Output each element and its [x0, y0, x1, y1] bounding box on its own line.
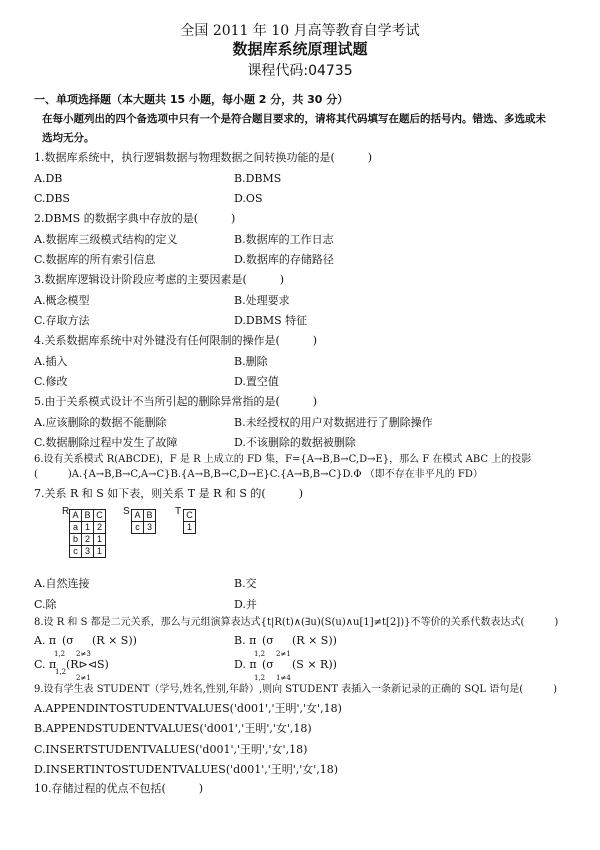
table-cell: 2 [94, 522, 106, 534]
option-d: D.并 [234, 598, 257, 611]
table-cell: C [94, 510, 106, 522]
join-expression: (R⊳⊲S) [66, 658, 109, 671]
relation-t-table [183, 509, 196, 534]
section-instructions-cont: 选均无分。 [42, 132, 95, 144]
option-d: D.数据库的存储路径 [234, 253, 334, 266]
section-title: 一、单项选择题（本大题共 15 小题，每小题 2 分，共 30 分） [34, 93, 349, 106]
option-b: B.删除 [234, 355, 268, 368]
option-c: C.INSERTSTUDENTVALUES('d001','王明','女',18) [34, 743, 308, 756]
pi-symbol: A. π [34, 634, 57, 647]
table-cell: 1 [94, 546, 106, 558]
option-d: D.置空值 [234, 375, 279, 388]
table-cell: 1 [94, 534, 106, 546]
question-stem: 5.由于关系模式设计不当所引起的删除异常指的是( ) [34, 395, 318, 408]
option-a: A.概念模型 [34, 294, 90, 307]
exam-title-line: 全国 2011 年 10 月高等教育自学考试 [180, 23, 420, 39]
relation-r-table [69, 509, 106, 558]
relation-s-table [131, 509, 156, 534]
sigma-condition: 1≠4 [276, 674, 291, 682]
option-b: B.处理要求 [234, 294, 290, 307]
option-a: A.自然连接 [34, 577, 90, 590]
option-b: B.APPENDSTUDENTVALUES('d001','王明','女',18) [34, 722, 312, 735]
question-stem: 7.关系 R 和 S 如下表，则关系 T 是 R 和 S 的( ) [34, 487, 304, 500]
expression-body: (S × R)) [292, 658, 337, 671]
option-b [234, 634, 256, 648]
course-code: 课程代码:04735 [247, 63, 353, 79]
pi-subscript: 1,2 [254, 674, 266, 682]
option-b: B.未经授权的用户对数据进行了删除操作 [234, 416, 433, 429]
table-cell: 2 [82, 534, 94, 546]
question-stem: 10.存储过程的优点不包括( ) [34, 782, 204, 795]
option-d: D.DBMS 特征 [234, 314, 308, 327]
option-a: A.应该删除的数据不能删除 [34, 416, 167, 429]
option-a [34, 634, 56, 648]
option-c: C.存取方法 [34, 314, 90, 327]
sigma-symbol: (σ [262, 658, 274, 671]
table-cell: c [70, 546, 82, 558]
option-a: A.数据库三级模式结构的定义 [34, 233, 178, 246]
option-b: B.DBMS [234, 172, 282, 185]
table-cell: A [70, 510, 82, 522]
option-b: B.交 [234, 577, 257, 590]
table-cell: B [82, 510, 94, 522]
pi-subscript: 1,2 [254, 650, 266, 658]
question-stem: 9.设有学生表 STUDENT（学号,姓名,性别,年龄）,则向 STUDENT 表插入一条新记录的正确的 SQL 语句是( ) [34, 684, 558, 695]
question-stem: 4.关系数据库系统中对外键没有任何限制的操作是( ) [34, 334, 318, 347]
relation-s-label: S [123, 506, 130, 517]
option-d: D.不该删除的数据被删除 [234, 436, 356, 449]
table-cell: 3 [144, 522, 156, 534]
expression-body: (R × S)) [92, 634, 137, 647]
pi-symbol: C. π [34, 658, 57, 671]
option-a: A.APPENDINTOSTUDENTVALUES('d001','王明','女',18) [34, 702, 342, 715]
option-c: C.DBS [34, 192, 70, 205]
table-cell: A [132, 510, 144, 522]
section-instructions: 在每小题列出的四个备选项中只有一个是符合题目要求的，请将其代码填写在题后的括号内。错选、多选或未 [42, 113, 546, 125]
table-cell: 1 [184, 522, 196, 534]
pi-symbol: B. π [234, 634, 257, 647]
option-c: C.数据删除过程中发生了故障 [34, 436, 178, 449]
relation-r-label: R [62, 506, 70, 517]
question-stem: 6.设有关系模式 R(ABCDE)，F 是 R 上成立的 FD 集，F={A→B,B→C,D→E}，那么 F 在模式 ABC 上的投影 [34, 454, 532, 465]
sigma-symbol: (σ [62, 634, 74, 647]
table-cell: b [70, 534, 82, 546]
option-d [234, 658, 257, 672]
table-cell: a [70, 522, 82, 534]
option-c: C.数据库的所有索引信息 [34, 253, 156, 266]
option-c [34, 658, 56, 672]
table-cell: c [132, 522, 144, 534]
question-stem: 2.DBMS 的数据字典中存放的是( ) [34, 212, 236, 225]
pi-subscript: 1,2 [55, 668, 67, 676]
option-c: C.除 [34, 598, 57, 611]
option-b: B.数据库的工作日志 [234, 233, 334, 246]
sigma-condition: 2≠3 [76, 650, 91, 658]
table-cell: C [184, 510, 196, 522]
question-stem: 1.数据库系统中，执行逻辑数据与物理数据之间转换功能的是( ) [34, 151, 373, 164]
sigma-symbol: (σ [262, 634, 274, 647]
question-stem-cont: ( )A.{A→B,B→C,A→C}B.{A→B,B→C,D→E}C.{A→B,B→C}D.Φ （即不存在非平凡的 FD） [34, 469, 483, 480]
option-d: D.OS [234, 192, 263, 205]
question-stem: 3.数据库逻辑设计阶段应考虑的主要因素是( ) [34, 273, 285, 286]
table-cell: B [144, 510, 156, 522]
option-a: A.插入 [34, 355, 68, 368]
expression-body: (R × S)) [292, 634, 337, 647]
option-c: C.修改 [34, 375, 68, 388]
table-cell: 1 [82, 522, 94, 534]
pi-symbol: D. π [234, 658, 257, 671]
question-stem: 8.设 R 和 S 都是二元关系，那么与元组演算表达式{t|R(t)∧(∃u)(S(u)∧u[1]≠t[2])}不等价的关系代数表达式( ) [34, 617, 559, 628]
table-cell: 3 [82, 546, 94, 558]
exam-subject-title: 数据库系统原理试题 [232, 40, 368, 58]
pi-subscript: 1,2 [54, 650, 66, 658]
relation-t-label: T [175, 506, 182, 517]
sigma-condition: 2≠1 [276, 650, 291, 658]
join-condition: 2≠1 [76, 674, 91, 682]
option-d: D.INSERTINTOSTUDENTVALUES('d001','王明','女',18) [34, 763, 339, 776]
option-a: A.DB [34, 172, 63, 185]
